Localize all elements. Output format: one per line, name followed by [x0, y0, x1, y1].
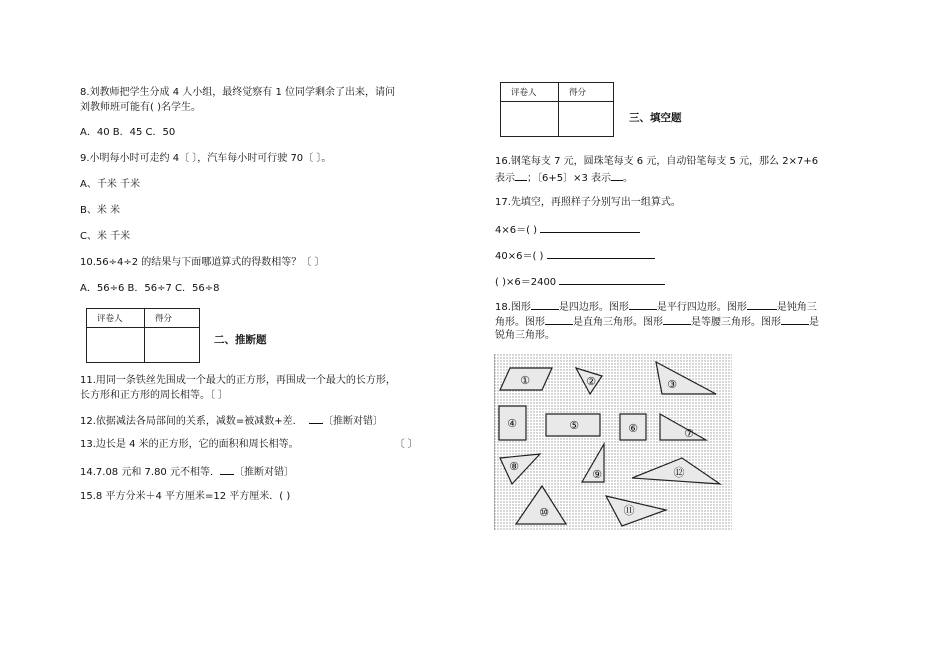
q18-blank-6[interactable] [781, 314, 809, 325]
q18-line3: 锐角三角形。 [495, 330, 555, 341]
q13: 13.边长是 4 米的正方形，它的面积和周长相等。 〔 〕 [80, 439, 418, 450]
q8-options: A．40 B．45 C．50 [80, 127, 176, 138]
reviewer-cell[interactable] [87, 328, 145, 363]
score-box-section3 [500, 82, 614, 137]
q8-line2: 刘教师班可能有( )名学生。 [80, 102, 201, 113]
q18-blank-1[interactable] [531, 299, 559, 310]
q14-blank[interactable] [220, 464, 234, 475]
shape-label-3: ③ [667, 378, 677, 391]
q11-line1: 11.用同一条铁丝先围成一个最大的正方形，再围成一个最大的长方形， [80, 375, 396, 386]
reviewer-label: 评卷人 [501, 83, 559, 102]
q17-eq2: 40×6＝( ) [495, 248, 655, 264]
q12-blank[interactable] [309, 413, 323, 424]
reviewer-cell[interactable] [501, 102, 559, 137]
shape-label-9: ⑨ [592, 468, 602, 481]
q18-blank-2[interactable] [629, 299, 657, 310]
q15: 15.8 平方分米＋4 平方厘米=12 平方厘米．( ) [80, 491, 291, 502]
q18-line1: 18.图形 是四边形。图形 是平行四边形。图形 是钝角三 [495, 299, 817, 315]
q16-line1: 16.钢笔每支 7 元，圆珠笔每支 6 元，自动铅笔每支 5 元，那么 2×7+6 [495, 156, 819, 167]
score-cell[interactable] [559, 102, 614, 137]
q16-blank-2[interactable] [611, 170, 623, 181]
q8-line1: 8.刘教师把学生分成 4 人小组，最终觉察有 1 位同学剩余了出来，请问 [80, 87, 395, 98]
shape-label-5: ⑤ [569, 419, 579, 432]
shape-label-2: ② [586, 375, 596, 388]
shape-label-11: ⑪ [623, 504, 635, 517]
q17-eq3: ( )×6＝2400 [495, 274, 665, 290]
shape-label-8: ⑧ [509, 460, 519, 473]
q9-option-c: C、米 千米 [80, 231, 131, 242]
q18-line2: 角形。图形 是直角三角形。图形 是等腰三角形。图形 是 [495, 314, 819, 330]
shape-label-6: ⑥ [628, 422, 638, 435]
q9-option-a: A、千米 千米 [80, 179, 141, 190]
score-label: 得分 [145, 309, 200, 328]
score-cell[interactable] [145, 328, 200, 363]
q18-blank-3[interactable] [747, 299, 777, 310]
q17-eq1-blank[interactable] [540, 222, 640, 233]
q17-eq2-blank[interactable] [547, 248, 655, 259]
q11-line2: 长方形和正方形的周长相等。〔 〕 [80, 390, 229, 401]
q17-eq3-blank[interactable] [559, 274, 665, 285]
q12: 12.依据减法各局部间的关系，减数=被减数+差． 〔推断对错〕 [80, 413, 383, 429]
reviewer-label: 评卷人 [87, 309, 145, 328]
score-label: 得分 [559, 83, 614, 102]
q14: 14.7.08 元和 7.80 元不相等． 〔推断对错〕 [80, 464, 294, 480]
shape-label-12: ⑫ [673, 466, 685, 479]
q18-blank-5[interactable] [663, 314, 691, 325]
q10-options: A．56÷6 B．56÷7 C．56÷8 [80, 283, 220, 294]
q17-stem: 17.先填空，再照样子分别写出一组算式。 [495, 197, 681, 208]
q18-blank-4[interactable] [545, 314, 573, 325]
shape-label-1: ① [520, 374, 530, 387]
shape-label-10: ⑩ [539, 506, 549, 519]
q10-stem: 10.56÷4÷2 的结果与下面哪道算式的得数相等？〔 〕 [80, 257, 325, 268]
q9-stem: 9.小明每小时可走约 4〔 〕，汽车每小时可行驶 70〔 〕。 [80, 153, 332, 164]
q9-option-b: B、米 米 [80, 205, 121, 216]
shape-label-4: ④ [507, 417, 517, 430]
q17-eq1: 4×6＝( ) [495, 222, 640, 238]
q16-line2: 表示 ；〔6+5〕×3 表示 。 [495, 170, 633, 186]
section3-title: 三、填空题 [629, 112, 682, 124]
shape-label-7: ⑦ [684, 427, 694, 440]
section2-title: 二、推断题 [214, 334, 267, 346]
score-box-section2 [86, 308, 200, 363]
shapes-figure [494, 354, 732, 530]
q16-blank-1[interactable] [515, 170, 527, 181]
